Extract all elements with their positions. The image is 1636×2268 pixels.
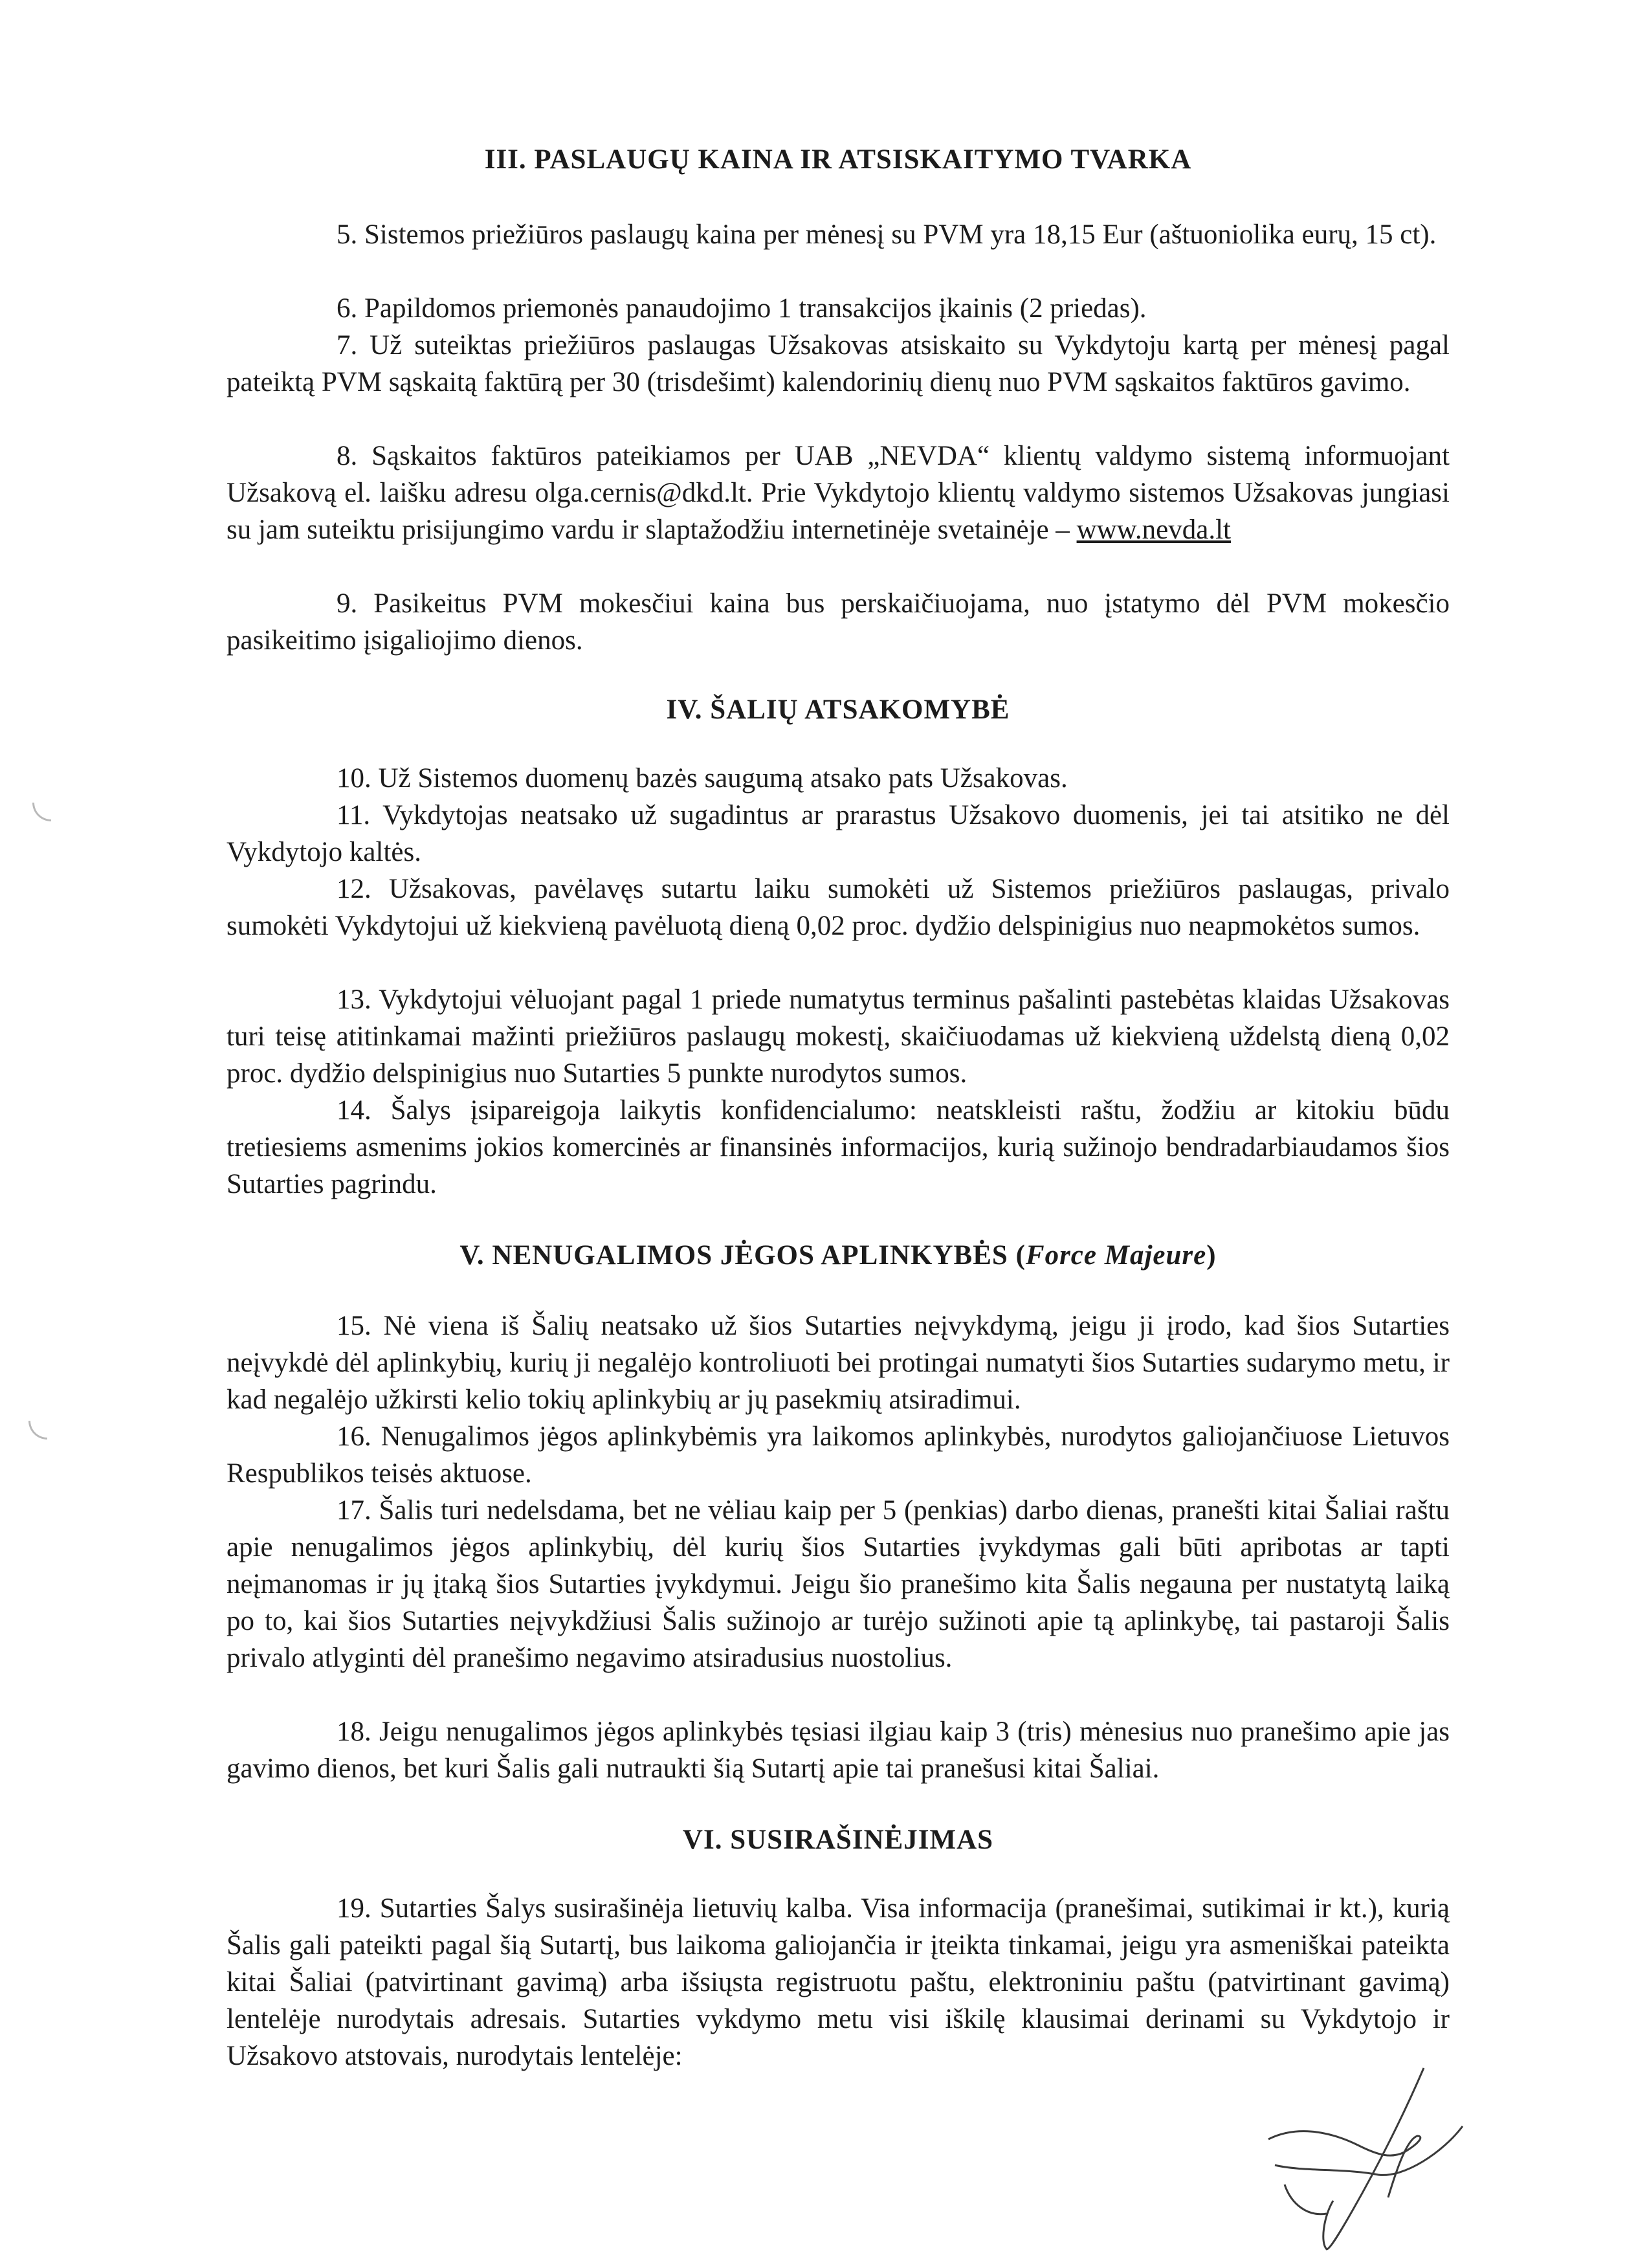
signature-image: [1255, 2055, 1469, 2262]
paragraph-13: 13. Vykdytojui vėluojant pagal 1 priede numatytus terminus pašalinti pastebėtas klaidas Užsakovas turi teisę atitinkamai mažinti priežiūros paslaugų mokestį, skaičiuodamas už kiekvieną uždelstą dieną 0,02 proc. dydžio delspinigius nuo Sutarties 5 punkte nurodytos sumos.: [227, 984, 1450, 1089]
paragraph-8: [227, 438, 1450, 548]
paragraph-15: 15. Nė viena iš Šalių neatsako už šios Sutarties neįvykdymą, jeigu ji įrodo, kad šios Sutarties neįvykdė dėl aplinkybių, kurių ji negalėjo kontroliuoti bei protingai numatyti šios Sutarties sudarymo metu, ir kad negalėjo užkirsti kelio tokių aplinkybių ar jų pasekmių atsiradimui.: [227, 1311, 1450, 1415]
paragraph-12: 12. Užsakovas, pavėlavęs sutartu laiku sumokėti už Sistemos priežiūros paslaugas, privalo sumokėti Vykdytojui už kiekvieną pavėluotą dieną 0,02 proc. dydžio delspinigius nuo neapmokėtos sumos.: [227, 874, 1450, 941]
scan-margin-mark: [32, 803, 51, 821]
paragraph-18: 18. Jeigu nenugalimos jėgos aplinkybės tęsiasi ilgiau kaip 3 (tris) mėnesius nuo pranešimo apie jas gavimo dienos, bet kuri Šalis gali nutraukti šią Sutartį apie tai pranešusi kitai Šaliai.: [227, 1717, 1450, 1784]
paragraph-11: 11. Vykdytojas neatsako už sugadintus ar prarastus Užsakovo duomenis, jei tai atsitiko ne dėl Vykdytojo kaltės.: [227, 800, 1450, 867]
document-page: [227, 0, 1450, 2268]
paragraph-9: 9. Pasikeitus PVM mokesčiui kaina bus perskaičiuojama, nuo įstatymo dėl PVM mokesčio pasikeitimo įsigaliojimo dienos.: [227, 588, 1450, 656]
nevda-website-link[interactable]: www.nevda.lt: [1076, 515, 1231, 545]
paragraph-7: 7. Už suteiktas priežiūros paslaugas Užsakovas atsiskaito su Vykdytoju kartą per mėnesį pagal pateiktą PVM sąskaitą faktūrą per 30 (trisdešimt) kalendorinių dienų nuo PVM sąskaitos faktūros gavimo.: [227, 330, 1450, 397]
section-5-title-main: V. NENUGALIMOS JĖGOS APLINKYBĖS (: [459, 1240, 1026, 1271]
paragraph-17: 17. Šalis turi nedelsdama, bet ne vėliau kaip per 5 (penkias) darbo dienas, pranešti kitai Šaliai raštu apie nenugalimos jėgos aplinkybių, dėl kurių šios Sutarties įvykdymas gali būti apribotas ar tapti neįmanomas ir jų įtaką šios Sutarties įvykdymui. Jeigu šio pranešimo kita Šalis negauna per nustatytą laiką po to, kai šios Sutarties neįvykdžiusi Šalis sužinojo ar turėjo sužinoti apie tą aplinkybę, tai pastaroji Šalis privalo atlyginti dėl pranešimo negavimo atsiradusius nuostolius.: [227, 1495, 1450, 1673]
paragraph-8-text: 8. Sąskaitos faktūros pateikiamos per UAB „NEVDA“ klientų valdymo sistemą informuojant Užsakovą el. laišku adresu olga.cernis@dkd.lt. Prie Vykdytojo klientų valdymo sistemos Užsakovas jungiasi su jam suteiktu prisijungimo vardu ir slaptažodžiu internetinėje svetainėje –: [227, 441, 1450, 545]
paragraph-5: 5. Sistemos priežiūros paslaugų kaina per mėnesį su PVM yra 18,15 Eur (aštuoniolika eurų, 15 ct).: [337, 219, 1437, 250]
section-5-title: [227, 1240, 1450, 1271]
paragraph-16: 16. Nenugalimos jėgos aplinkybėmis yra laikomos aplinkybės, nurodytos galiojančiuose Lietuvos Respublikos teisės aktuose.: [227, 1421, 1450, 1489]
paragraph-14: 14. Šalys įsipareigoja laikytis konfidencialumo: neatskleisti raštu, žodžiu ar kitokiu būdu tretiesiems asmenims jokios komercinės ar finansinės informacijos, kurią sužinojo bendradarbiaudamos šios Sutarties pagrindu.: [227, 1095, 1450, 1199]
paragraph-10: 10. Už Sistemos duomenų bazės saugumą atsako pats Užsakovas.: [337, 763, 1068, 794]
section-3-title: III. PASLAUGŲ KAINA IR ATSISKAITYMO TVARKA: [484, 144, 1192, 175]
section-5-title-italic: Force Majeure: [1025, 1240, 1207, 1271]
section-4-title: IV. ŠALIŲ ATSAKOMYBĖ: [666, 695, 1010, 725]
paragraph-19: 19. Sutarties Šalys susirašinėja lietuvių kalba. Visa informacija (pranešimai, sutikimai ir kt.), kurią Šalis gali pateikti pagal šią Sutartį, bus laikoma galiojančia ir įteikta tinkamai, jeigu yra asmeniškai pateikta kitai Šaliai (patvirtinant gavimą) arba išsiųsta registruotu paštu, elektroniniu paštu (patvirtinant gavimą) lentelėje nurodytais adresais. Sutarties vykdymo metu visi iškilę klausimai derinami su Vykdytojo ir Užsakovo atstovais, nurodytais lentelėje:: [227, 1893, 1450, 2071]
paragraph-6: 6. Papildomos priemonės panaudojimo 1 transakcijos įkainis (2 priedas).: [337, 293, 1147, 324]
section-6-title: VI. SUSIRAŠINĖJIMAS: [682, 1825, 994, 1855]
scan-margin-mark: [28, 1421, 47, 1440]
section-5-title-end: ): [1206, 1240, 1217, 1271]
